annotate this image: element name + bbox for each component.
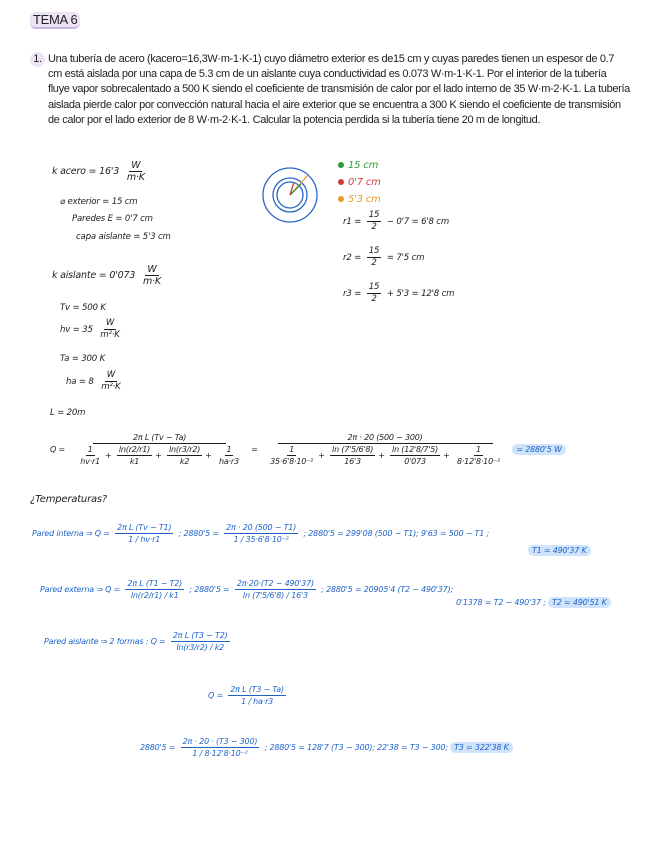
- heat-loss-equation: Q = 2π L (Tv − Ta) $\frac{1}{hv\cdot r1}$ + $\frac{\ln(r2/r1)}{k1}$ + $\frac{\ln(r3/r2)}{k2}$ + $\frac{1}{ha\cdot r3}$ = 2π · 20 (500 − 300) $\frac{1}{\text{35·6'8·10⁻²}}$ + $\frac{\ln (7'5/6'8)}{16'3}$ + $\frac{\ln (12'8/7'5)}{0'073}$ + $\frac{1}{\text{8·12'8·10⁻²}}$ = 2880'5 W: [50, 432, 566, 467]
- radius-r3: r3 = $\frac{15}{2}$ + 5'3 = 12'8 cm: [343, 282, 455, 304]
- insulation-wall-alt: Q = $\frac{\text{2π L (T3 − Ta)}}{1 / ha\cdot r3}$: [208, 685, 284, 706]
- final-result: T3 = 322'38 K: [450, 742, 513, 753]
- problem-text: Una tubería de acero (kacero=16,3W·m-1·K-1) cuyo diámetro exterior es de15 cm y cuyas paredes tienen un espesor de 0.7 cm está aislada por una capa de 5.3 cm de un aislante cuya conductividad es 0.073 W·m-1·K-1. Por el interior de la tubería fluye vapor sobrecalentado a 500 K siendo el coeficiente de transmisión de calor por el lado interno de 35 W·m-2·K-1. La tubería aislada pierde calor por convección natural hacia el aire exterior que se encuentra a 300 K siendo el coeficiente de transmisión de calor por el lado exterior de 8 W·m-2·K-1. Calcular la potencia perdida si la tubería tiene 20 m de longitud.: [48, 53, 630, 126]
- radius-r1: r1 = $\frac{15}{2}$ − 0'7 = 6'8 cm: [343, 210, 450, 232]
- given-ta: Ta = 300 K: [60, 354, 106, 364]
- heat-loss-result: = 2880'5 W: [512, 444, 565, 455]
- outer-wall-result: T2 = 490'51 K: [548, 597, 611, 608]
- insulation-wall-calc: Pared aislante ⇒ 2 formas : Q = $\frac{\text{2π L (T3 − T2)}}{\ln(r3/r2) / k2}$: [44, 631, 228, 652]
- temperatures-heading: ¿Temperaturas?: [30, 494, 108, 505]
- given-ha: ha = 8 $\frac{W}{\text{m²·K}}$: [66, 370, 121, 392]
- given-kacero: k acero = 16'3 $\frac{W}{m\cdot K}$: [52, 160, 145, 183]
- radius-r2: r2 = $\frac{15}{2}$ = 7'5 cm: [343, 246, 425, 268]
- given-kaislante: k aislante = 0'073 $\frac{W}{m\cdot K}$: [52, 264, 161, 287]
- outer-wall-step: 0'1378 = T2 − 490'37 ; T2 = 490'51 K: [456, 598, 611, 607]
- red-dot-icon: [338, 179, 344, 185]
- inner-wall-result: T1 = 490'37 K: [528, 546, 591, 555]
- given-length: L = 20m: [50, 408, 86, 418]
- legend-wall: 0'7 cm: [338, 177, 381, 188]
- given-diameter: ⌀ exterior = 15 cm: [60, 197, 138, 207]
- given-insulation-thickness: capa aislante = 5'3 cm: [76, 232, 171, 242]
- legend-diameter: 15 cm: [338, 160, 378, 171]
- given-wall-thickness: Paredes E = 0'7 cm: [72, 214, 153, 224]
- given-hv: hv = 35 $\frac{W}{\text{m²·K}}$: [60, 318, 120, 340]
- pipe-cross-section-diagram: [258, 163, 322, 227]
- inner-wall-calc: Pared interna ⇒ Q = $\frac{\text{2π L (Tv − T1)}}{1 / hv\cdot r1}$ ; 2880'5 = $\frac{2\pi \cdot 20 (500 - T1)}{\text{1 / 35·6'8·10⁻²}}$ ; 2880'5 = 299'08 (500 − T1); 9'63 = 500 − T1 ;: [32, 523, 489, 544]
- orange-dot-icon: [338, 196, 344, 202]
- legend-insulation: 5'3 cm: [338, 194, 381, 205]
- problem-number: 1.: [30, 52, 45, 67]
- page-title: TEMA 6: [30, 12, 80, 29]
- green-dot-icon: [338, 162, 344, 168]
- final-equation: 2880'5 = $\frac{2\pi \cdot 20 \cdot (T3 - 300)}{\text{1 / 8·12'8·10⁻²}}$ ; 2880'5 = 128'7 (T3 − 300); 22'38 = T3 − 300; T3 = 322'38 K: [140, 736, 513, 759]
- outer-wall-calc: Pared externa ⇒ Q = $\frac{\text{2π L (T1 − T2)}}{\ln(r2/r1) / k1}$ ; 2880'5 = $\frac{2\pi\cdot 20\cdot(T2 - 490'37)}{\ln (7'5/6'8) / 16'3}$ ; 2880'5 = 20905'4 (T2 − 490'37);: [40, 579, 453, 600]
- problem-statement: [30, 52, 630, 128]
- given-tv: Tv = 500 K: [60, 303, 106, 313]
